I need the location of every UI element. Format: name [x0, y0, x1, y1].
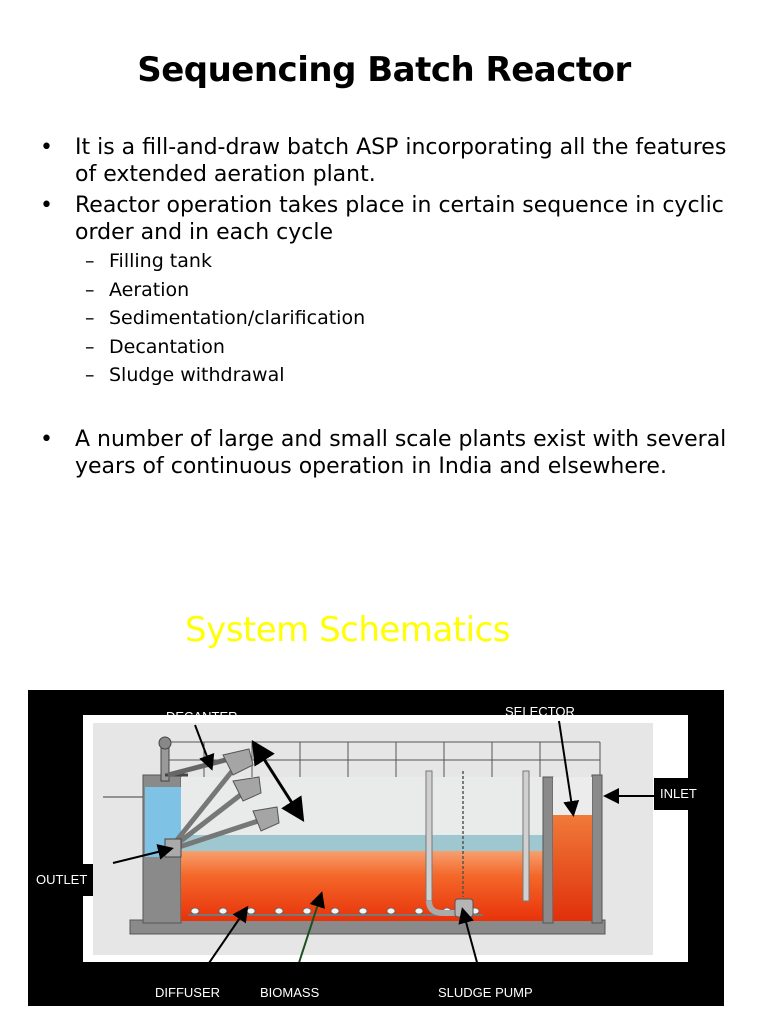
sub-bullet-text: Sedimentation/clarification: [109, 307, 366, 329]
selector-wall: [543, 777, 553, 923]
tank-floor: [130, 920, 605, 934]
supernatant-layer: [181, 835, 543, 851]
sbr-diagram: [83, 715, 688, 962]
sub-bullet-dash: –: [85, 335, 95, 358]
section-title: System Schematics: [185, 610, 510, 650]
label-sludge-pump: SLUDGE PUMP: [438, 985, 533, 1000]
bullet-dot: •: [40, 135, 53, 160]
label-selector: SELECTOR: [505, 704, 575, 719]
sub-bullet-text: Sludge withdrawal: [109, 364, 285, 386]
bullet-text-line: A number of large and small scale plants exist with several: [75, 426, 727, 452]
bullet-item: [40, 134, 730, 188]
sub-bullet-dash: –: [85, 364, 95, 386]
label-decanter: DECANTER: [166, 709, 238, 724]
selector-chamber: [553, 815, 592, 921]
bullet-text-line: It is a fill-and-draw batch ASP incorporating all the features: [75, 135, 727, 160]
bullet-item: [40, 426, 730, 480]
label-diffuser: DIFFUSER: [155, 985, 220, 1000]
sub-bullet-item: [40, 304, 730, 333]
sub-bullet-text: Decantation: [109, 335, 225, 358]
bullet-list: [40, 134, 730, 480]
sub-bullet-list: [40, 247, 730, 390]
bullet-text-line: years of continuous operation in India and elsewhere.: [75, 453, 667, 479]
tank-wall-right: [592, 775, 602, 923]
label-inlet: INLET: [654, 778, 703, 810]
bullet-text-line: of extended aeration plant.: [75, 162, 376, 187]
sub-bullet-item: [40, 247, 730, 276]
sub-bullet-item: [40, 361, 730, 390]
schematic-canvas: [83, 715, 688, 962]
bullet-dot: •: [40, 426, 53, 452]
label-outlet: OUTLET: [30, 864, 93, 896]
label-biomass: BIOMASS: [260, 985, 320, 1000]
sub-bullet-item: [40, 276, 730, 305]
bullet-text-line: order and in each cycle: [75, 220, 333, 245]
sub-bullet-dash: –: [85, 307, 95, 329]
tank-headspace: [181, 777, 543, 843]
slide-title: Sequencing Batch Reactor: [137, 50, 631, 90]
sub-bullet-dash: –: [85, 278, 95, 301]
sub-bullet-item: [40, 333, 730, 362]
system-schematic: [28, 690, 724, 1006]
sub-bullet-text: Aeration: [109, 278, 190, 301]
sub-bullet-dash: –: [85, 250, 95, 272]
bullet-dot: •: [40, 193, 53, 218]
sub-bullet-text: Filling tank: [109, 250, 212, 272]
bullet-text-line: Reactor operation takes place in certain sequence in cyclic: [75, 193, 724, 218]
bullet-item: [40, 192, 730, 246]
